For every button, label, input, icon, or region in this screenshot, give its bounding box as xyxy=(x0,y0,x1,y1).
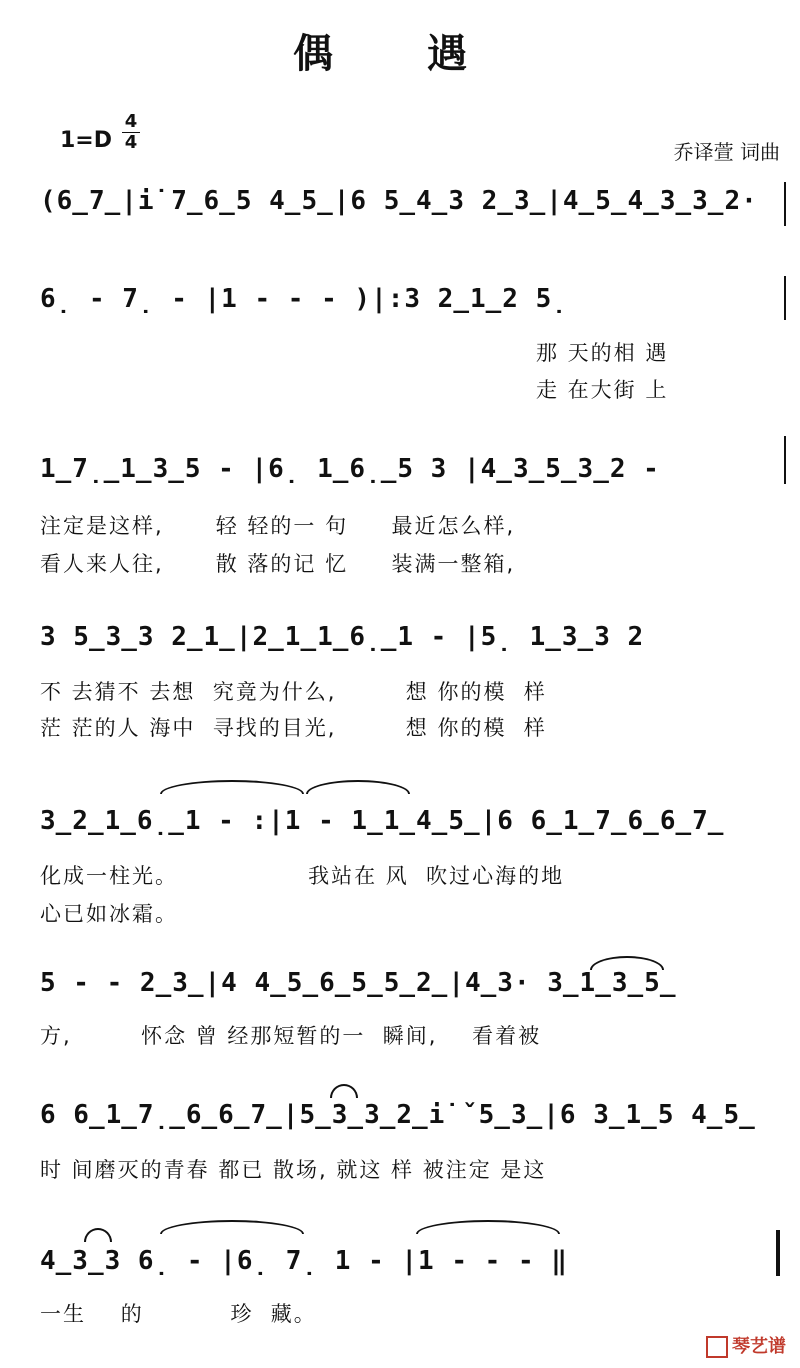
lyric-row-3-verse-1: 注定是这样, 轻 轻的一 句 最近怎么样, xyxy=(40,514,516,538)
notation-row-3: 1̲7̣̲1̲3̲5 - |6̣ 1̲6̣̲5 3 |4̲3̲5̲3̲2 - xyxy=(40,454,660,484)
lyric-row-2-verse-1: 那 天的相 遇 xyxy=(536,341,669,365)
barline xyxy=(784,182,786,226)
slur xyxy=(330,1084,358,1098)
lyric-row-5-verse-2: 心已如冰霜。 xyxy=(40,902,178,926)
time-signature-bottom: 4 xyxy=(124,132,138,153)
notation-row-6: 5 - - 2̲3̲|4 4̲5̲6̲5̲5̲2̲|4̲3· 3̲1̲3̲5̲ xyxy=(40,968,677,998)
song-title: 偶 遇 xyxy=(293,30,507,77)
notation-row-2: 6̣ - 7̣ - |1 - - - )|:3 2̲1̲2 5̣ xyxy=(40,284,568,314)
key-signature: 1=D xyxy=(60,128,113,153)
lyric-row-7: 时 间磨灭的青春 都已 散场, 就这 样 被注定 是这 xyxy=(40,1158,547,1182)
notation-row-5: 3̲2̲1̲6̣̲1 - :|1 - 1̲1̲4̲5̲|6 6̲1̲7̲6̲6̲7̲ xyxy=(40,806,725,836)
lyric-row-4-verse-2: 茫 茫的人 海中 寻找的目光, 想 你的模 样 xyxy=(40,716,547,740)
notation-row-1: (6̲7̲|i̇ 7̲6̲5 4̲5̲|6 5̲4̲3 2̲3̲|4̲5̲4̲3̲3̲2· xyxy=(40,186,758,216)
logo-icon xyxy=(706,1336,728,1358)
notation-row-4: 3 5̲3̲3 2̲1̲|2̲1̲1̲6̣̲1 - |5̣ 1̲3̲3 2 xyxy=(40,622,645,652)
watermark-logo xyxy=(706,1332,786,1358)
slur xyxy=(306,780,410,794)
barline xyxy=(784,436,786,484)
time-signature-top: 4 xyxy=(124,111,138,132)
lyric-row-3-verse-2: 看人来人往, 散 落的记 忆 装满一整箱, xyxy=(40,552,516,576)
slur xyxy=(84,1228,112,1242)
slur xyxy=(160,1220,304,1234)
composer-credit: 乔译萱 词曲 xyxy=(673,140,780,164)
notation-row-7: 6 6̲1̲7̣̲6̲6̲7̲|5̲3̲3̲2̲i̇ ˇ5̲3̲|6 3̲1̲5 4̲5̲ xyxy=(40,1100,756,1130)
slur xyxy=(160,780,304,794)
watermark-text: 琴艺谱 xyxy=(732,1336,786,1357)
lyric-row-6: 方, 怀念 曾 经那短暂的一 瞬间, 看着被 xyxy=(40,1024,542,1048)
lyric-row-8: 一生 的 珍 藏。 xyxy=(40,1302,317,1326)
notation-row-8: 4̲3̲3 6̣ - |6̣ 7̣ 1 - |1 - - - ‖ xyxy=(40,1246,568,1276)
time-signature xyxy=(120,112,142,153)
slur xyxy=(416,1220,560,1234)
lyric-row-4-verse-1: 不 去猜不 去想 究竟为什么, 想 你的模 样 xyxy=(40,680,547,704)
lyric-row-2-verse-2: 走 在大街 上 xyxy=(536,378,669,402)
barline xyxy=(784,276,786,320)
final-barline xyxy=(776,1230,780,1276)
lyric-row-5-verse-1: 化成一柱光。 我站在 风 吹过心海的地 xyxy=(40,864,565,888)
